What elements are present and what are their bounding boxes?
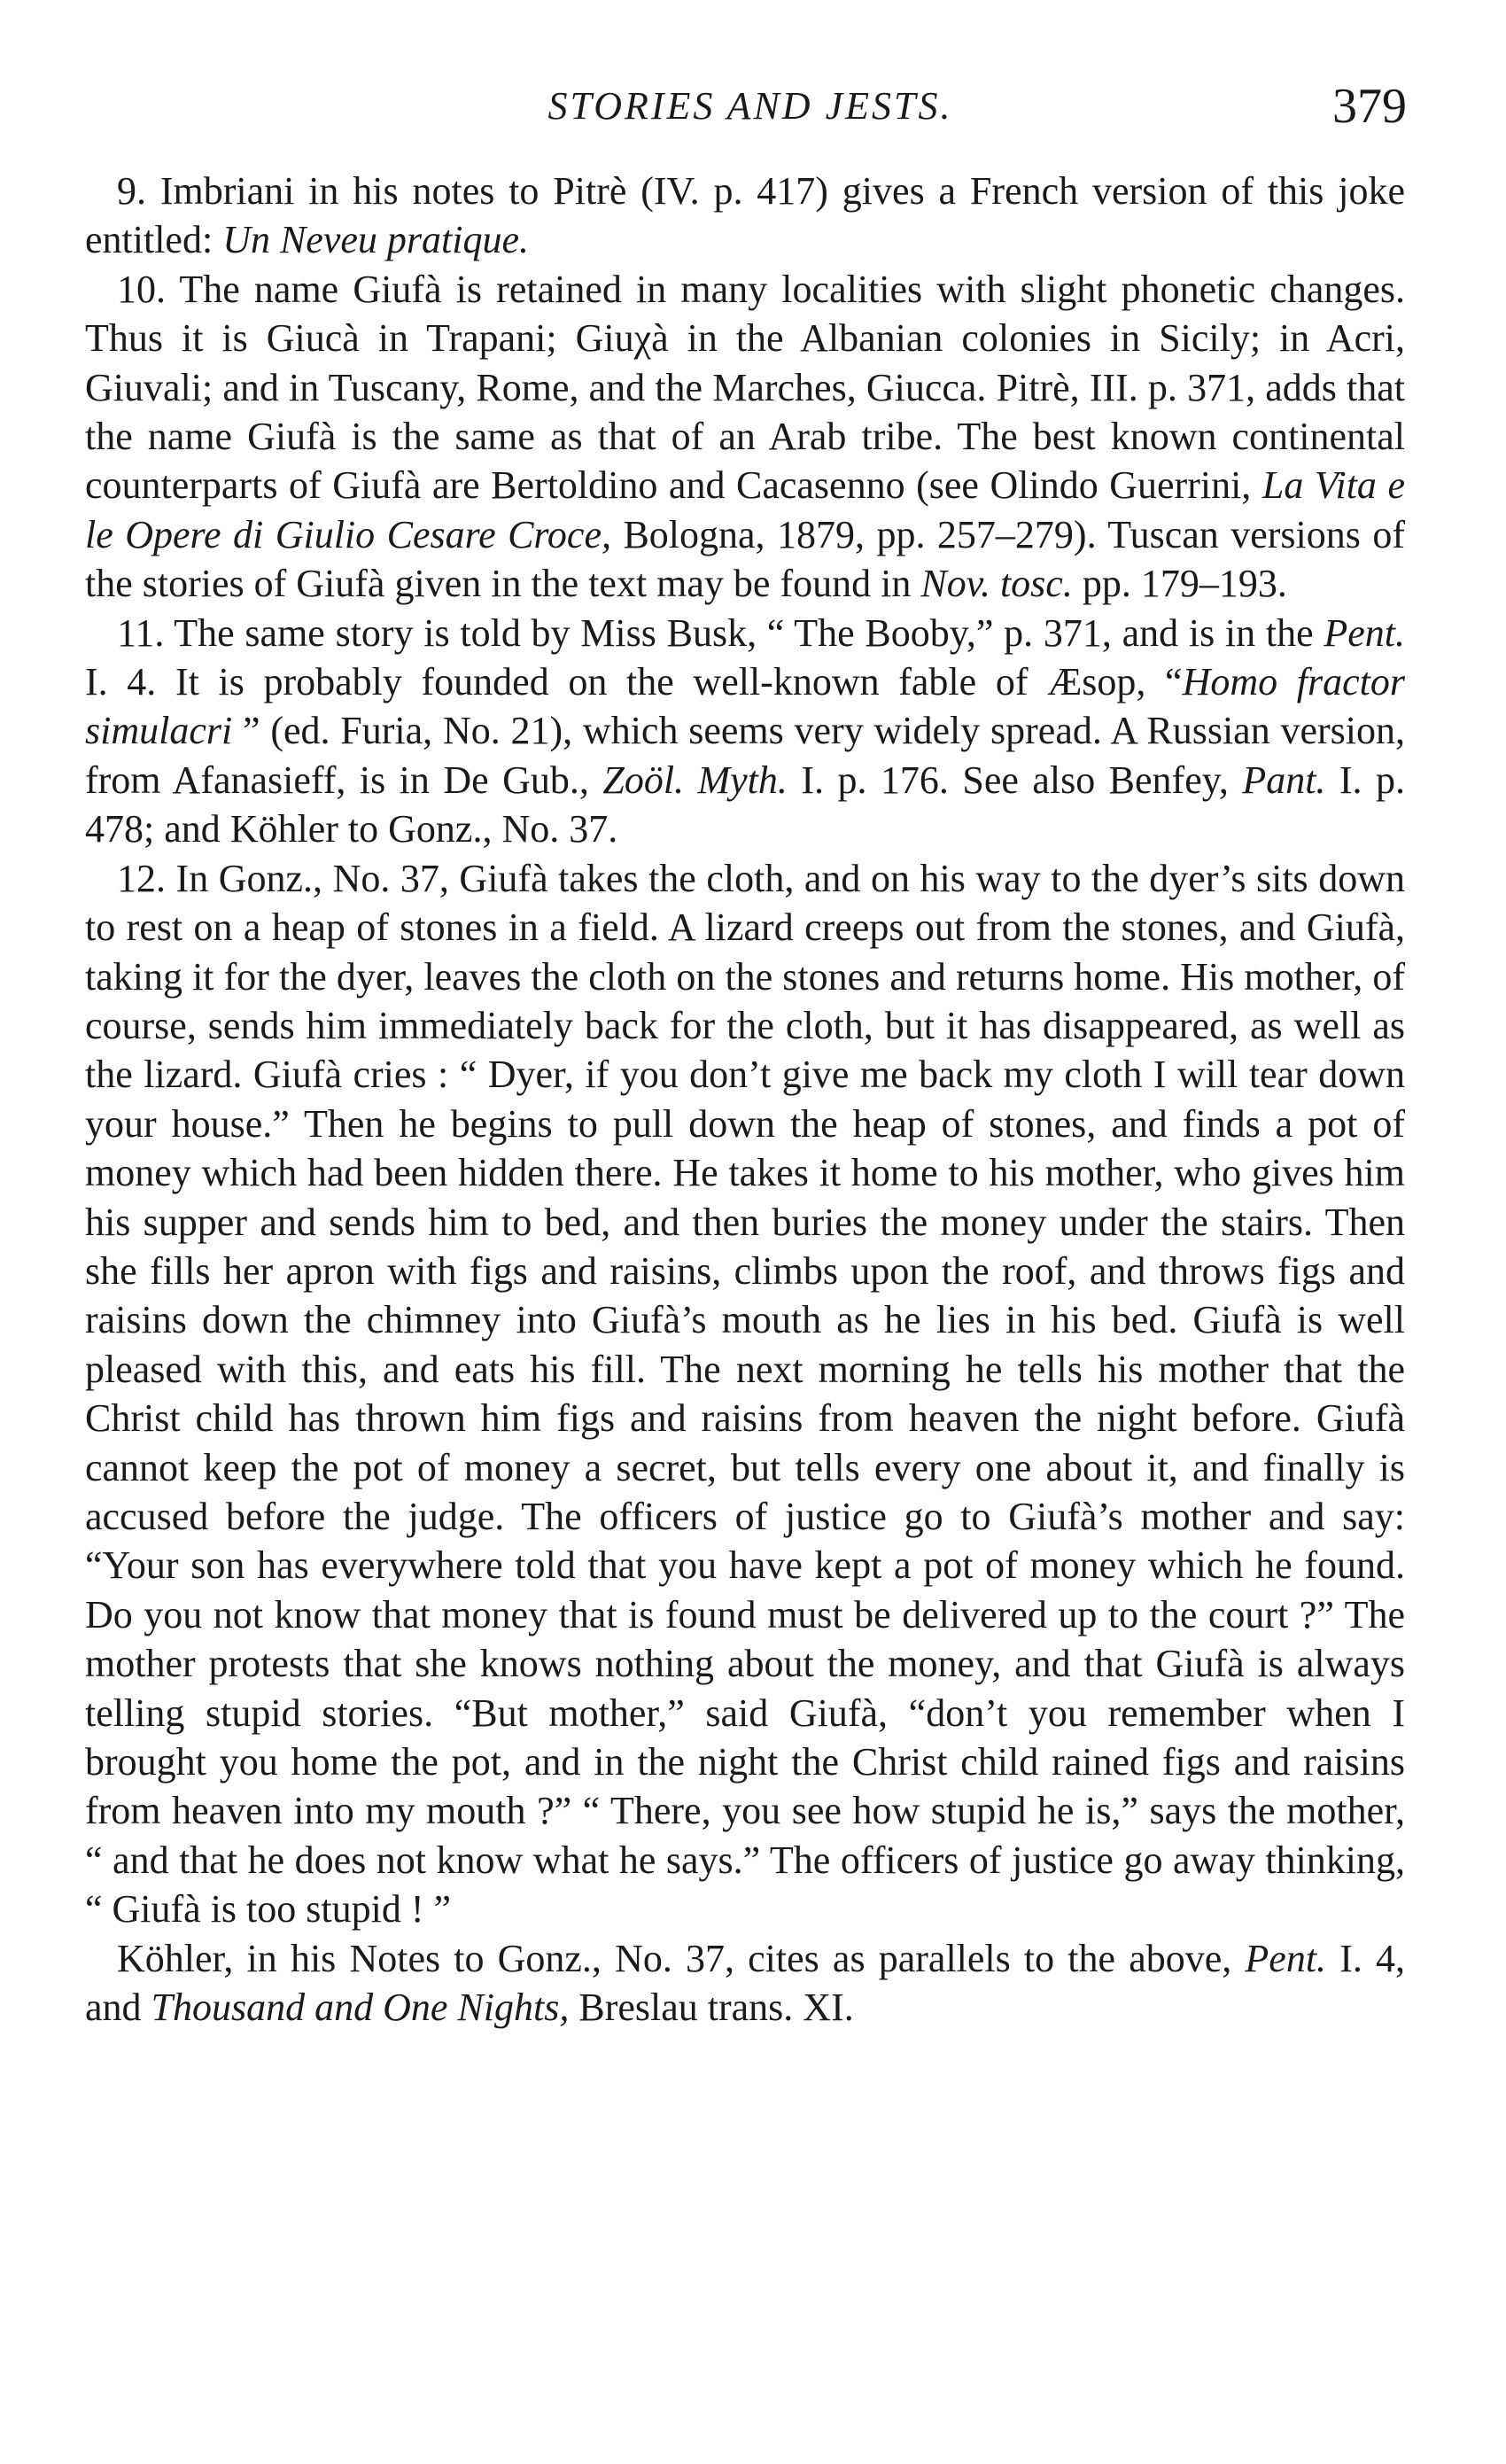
note-10-text: 10. The name Giufà is retained in many localities with slight phonetic changes. Thus it is Giucà in Trapani; Giuχà in the Albanian colonies in Sicily; in Acri, Giuvali; and in Tuscany, Rome, and the Marches, Giucca. Pitrè, III. p. 371, adds that the name Giufà is the same as that of an Arab tribe. The best known continental counterparts of Giufà are Bertoldino and Cacasenno (see Olindo Guerrini, bbox=[85, 267, 1405, 508]
note-9-paragraph bbox=[85, 167, 1405, 265]
notes-text bbox=[85, 167, 1405, 2032]
note-12-continuation bbox=[85, 1934, 1405, 2033]
note-12-paragraph bbox=[85, 854, 1405, 1934]
note-10-paragraph bbox=[85, 265, 1405, 609]
page-number: 379 bbox=[1332, 79, 1407, 134]
note-10-text-end: pp. 179–193. bbox=[1072, 562, 1287, 606]
note-11-text-5: I. p. 478; and Köhler to Gonz., No. 37. bbox=[85, 758, 1405, 851]
note-12-cont-text-2: I. 4, and bbox=[85, 1936, 1405, 2030]
note-12-cont-italic-2: Thousand and One Nights, bbox=[151, 1986, 570, 2030]
note-10-text-middle: Bologna, 1879, pp. 257–279). Tuscan versions of the stories of Giufà given in the text may be found in bbox=[85, 512, 1405, 606]
note-9-title: Un Neveu pratique. bbox=[222, 218, 529, 262]
running-head bbox=[85, 78, 1416, 140]
note-11-italic-3: Zoöl. Myth. bbox=[602, 758, 788, 802]
note-11-text-1: 11. The same story is told by Miss Busk, “ The Booby,” p. 371, and is in the bbox=[117, 610, 1324, 655]
note-10-title: La Vita e le Opere di Giulio Cesare Croce, bbox=[85, 463, 1406, 556]
note-11-text-3: ” (ed. Furia, No. 21), which seems very widely spread. A Russian version, from Afanasieff, is in De Gub., bbox=[85, 709, 1405, 802]
note-11-text-4: I. p. 176. See also Benfey, bbox=[787, 758, 1243, 802]
note-9-text: 9. Imbriani in his notes to Pitrè (IV. p. 417) gives a French version of this joke entitled: bbox=[85, 169, 1405, 262]
running-title: STORIES AND JESTS. bbox=[547, 84, 953, 128]
note-11-italic-2: Homo fractor simulacri bbox=[85, 660, 1406, 753]
note-10-title-2: Nov. tosc. bbox=[920, 562, 1073, 606]
note-11-italic-1: Pent. bbox=[1324, 610, 1405, 655]
note-12-cont-text-1: Köhler, in his Notes to Gonz., No. 37, cites as parallels to the above, bbox=[117, 1936, 1246, 1980]
note-12-cont-italic-1: Pent. bbox=[1245, 1936, 1327, 1980]
note-11-text-2: I. 4. It is probably founded on the well-known fable of Æsop, “ bbox=[85, 660, 1183, 704]
note-12-cont-text-3: Breslau trans. XI. bbox=[569, 1986, 854, 2030]
note-11-paragraph bbox=[85, 609, 1405, 854]
note-11-italic-4: Pant. bbox=[1242, 758, 1326, 802]
note-12-text: 12. In Gonz., No. 37, Giufà takes the cloth, and on his way to the dyer’s sits down to rest on a heap of stones in a field. A lizard creeps out from the stones, and Giufà, taking it for the dyer, leaves the cloth on the stones and returns home. His mother, of course, sends him immediately back for the cloth, but it has disappeared, as well as the lizard. Giufà cries : “ Dyer, if you don’t give me back my cloth I will tear down your house.” Then he begins to pull down the heap of stones, and finds a pot of money which had been hidden there. He takes it home to his mother, who gives him his supper and sends him to bed, and then buries the money under the stairs. Then she fills her apron with figs and raisins, climbs upon the roof, and throws figs and raisins down the chimney into Giufà’s mouth as he lies in his bed. Giufà is well pleased with this, and eats his fill. The next morning he tells his mother that the Christ child has thrown him figs and raisins from heaven the night before. Giufà cannot keep the pot of money a secret, but tells every one about it, and finally is accused before the judge. The officers of justice go to Giufà’s mother and say: “Your son has everywhere told that you have kept a pot of money which he found. Do you not know that money that is found must be delivered up to the court ?” The mother protests that she knows nothing about the money, and that Giufà is always telling stupid stories. “But mother,” said Giufà, “don’t you remember when I brought you home the pot, and in the night the Christ child rained figs and raisins from heaven into my mouth ?” “ There, you see how stupid he is,” says the mother, “ and that he does not know what he says.” The officers of justice go away thinking, “ Giufà is too stupid ! ” bbox=[85, 856, 1405, 1932]
